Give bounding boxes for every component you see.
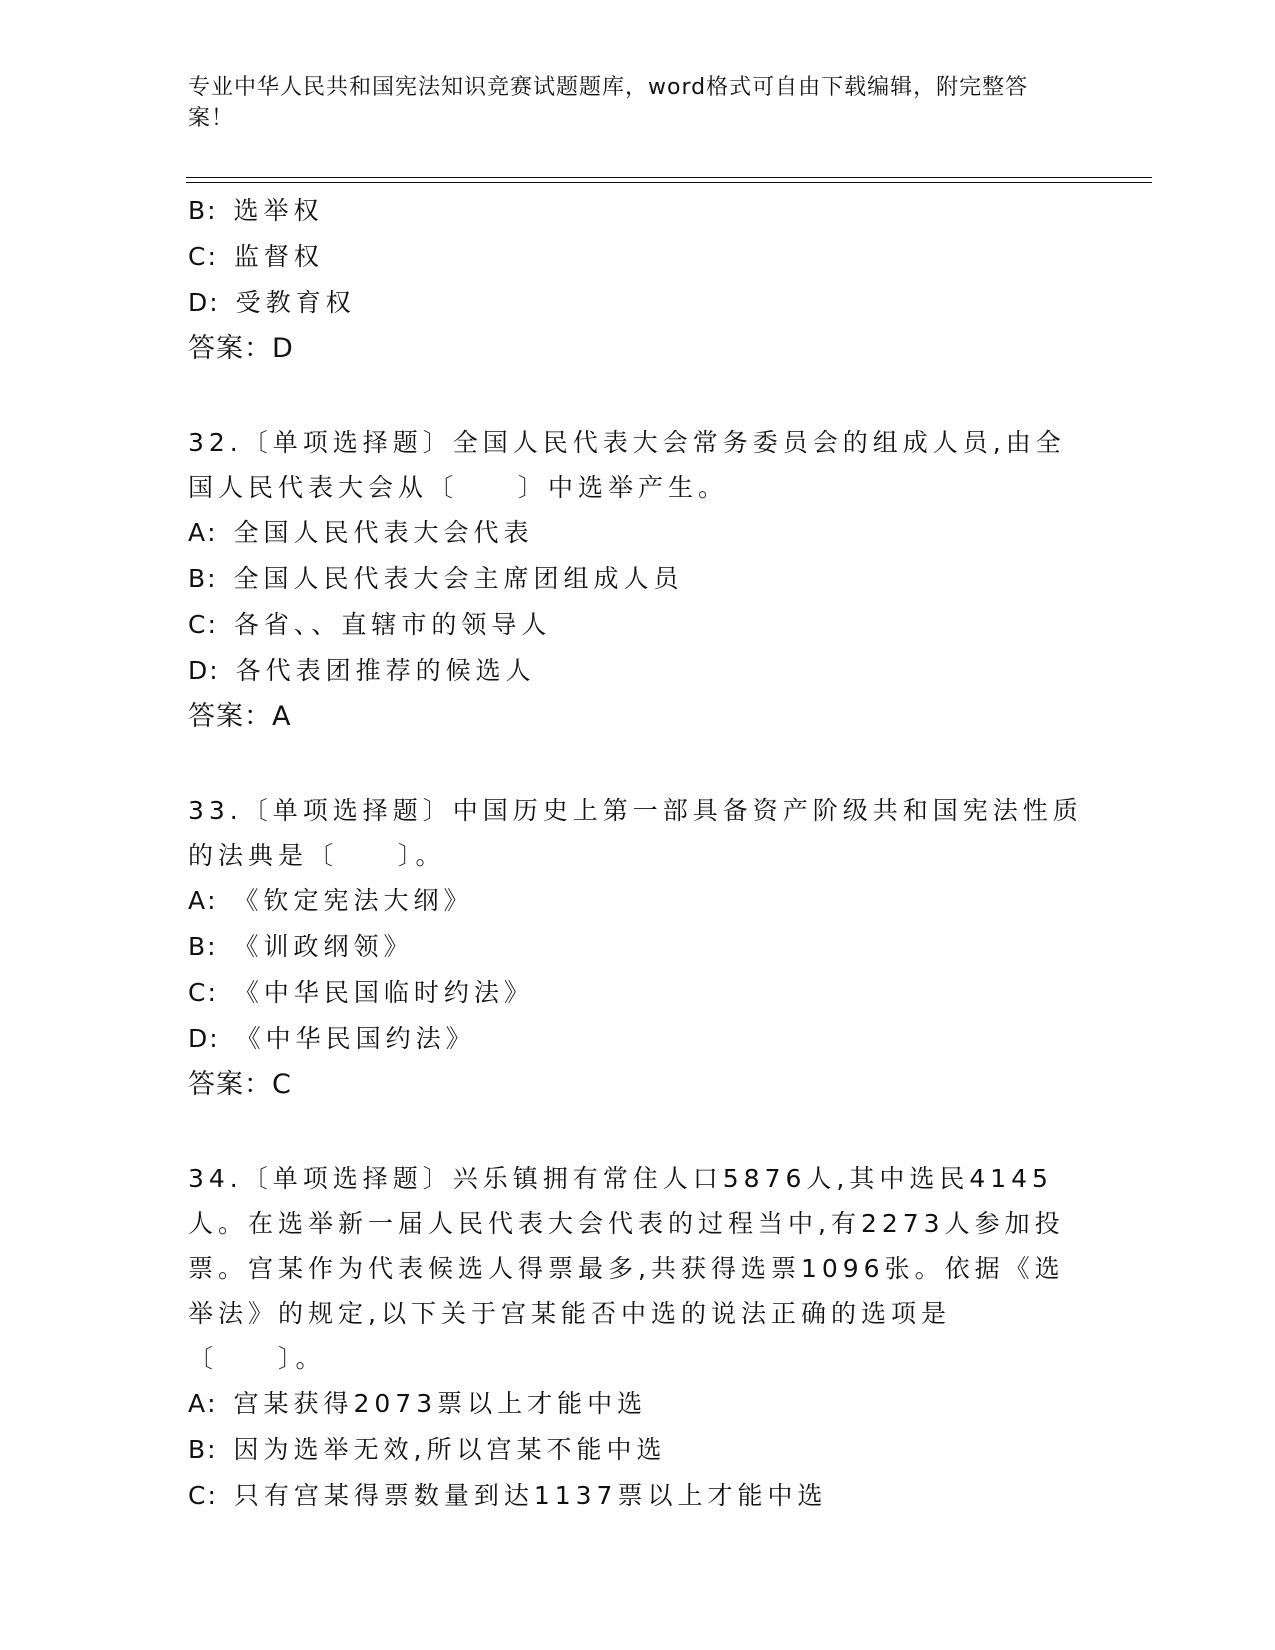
option-d: D: 《中华民国约法》 (188, 1024, 476, 1053)
option-b: B: 因为选举无效,所以宫某不能中选 (188, 1435, 667, 1464)
option-d: D: 受教育权 (188, 288, 356, 317)
question-34 (188, 1156, 1088, 1519)
option-c: C: 各省、、直辖市的领导人 (188, 610, 552, 639)
option-a: A: 宫某获得2073票以上才能中选 (188, 1389, 648, 1418)
continued-question (188, 188, 1088, 372)
option-c: C: 只有宫某得票数量到达1137票以上才能中选 (188, 1481, 828, 1510)
option-b: B: 《训政纲领》 (188, 932, 414, 961)
answer: 答案：D (188, 333, 294, 364)
option-b: B: 全国人民代表大会主席团组成人员 (188, 564, 684, 593)
answer: 答案：C (188, 1069, 292, 1100)
page-header: 专业中华人民共和国宪法知识竞赛试题题库，word格式可自由下载编辑，附完整答案！ (188, 75, 1029, 131)
question-text: 32.〔单项选择题〕全国人民代表大会常务委员会的组成人员,由全国人民代表大会从〔 〕中选举产生。 (188, 428, 1066, 502)
question-text: 33.〔单项选择题〕中国历史上第一部具备资产阶级共和国宪法性质的法典是〔 〕。 (188, 796, 1083, 870)
question-32 (188, 420, 1088, 740)
option-a: A: 《钦定宪法大纲》 (188, 886, 474, 915)
header-rule-top (186, 177, 1152, 178)
header-rule-bottom (186, 182, 1152, 183)
option-c: C: 《中华民国临时约法》 (188, 978, 534, 1007)
option-a: A: 全国人民代表大会代表 (188, 518, 534, 547)
question-text: 34.〔单项选择题〕兴乐镇拥有常住人口5876人,其中选民4145人。在选举新一届人民代表大会代表的过程当中,有2273人参加投票。宫某作为代表候选人得票最多,共获得选票1096张。依据《选举法》的规定,以下关于宫某能否中选的说法正确的选项是〔 〕。 (188, 1164, 1065, 1373)
option-c: C: 监督权 (188, 242, 324, 271)
question-33 (188, 788, 1088, 1108)
option-b: B: 选举权 (188, 196, 324, 225)
document-body (188, 188, 1088, 1519)
answer: 答案：A (188, 701, 292, 732)
option-d: D: 各代表团推荐的候选人 (188, 656, 536, 685)
